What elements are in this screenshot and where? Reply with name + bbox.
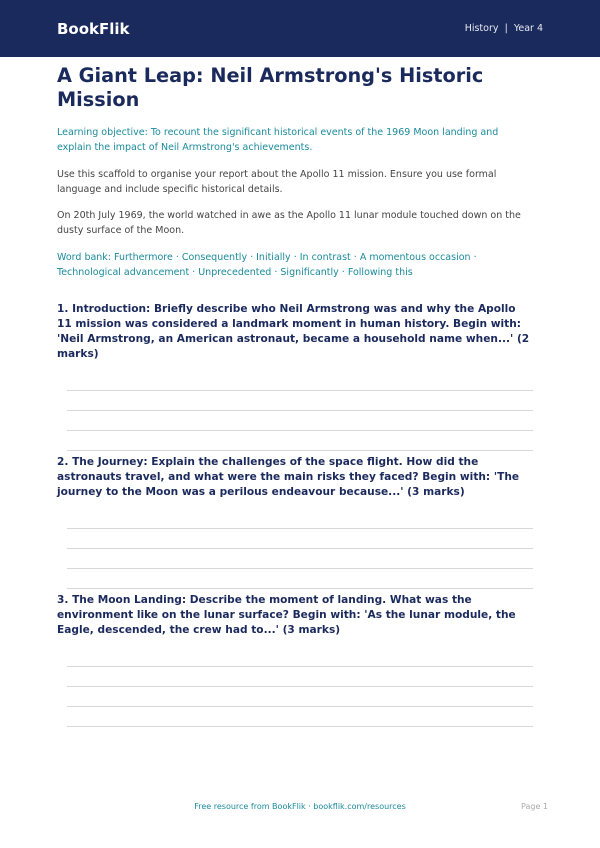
footer-resource-link[interactable]: Free resource from BookFlik · bookflik.com/resources xyxy=(194,802,406,811)
answer-line xyxy=(67,430,533,431)
question-3: 3. The Moon Landing: Describe the moment of landing. What was the environment like on the lunar surface? Begin with: 'As the lunar module, the Eagle, descended, the crew had to...' (3 marks) xyxy=(57,594,516,636)
answer-area-1[interactable] xyxy=(57,390,533,431)
question-2: 2. The Journey: Explain the challenges of the space flight. How did the astronauts travel, and what were the main risks they faced? Begin with: 'The journey to the Moon was a perilous endeavour because...' (3 marks) xyxy=(57,456,520,498)
intro-instructions: Use this scaffold to organise your report about the Apollo 11 mission. Ensure you use formal language and include specific historical details. xyxy=(57,169,497,195)
page-title: A Giant Leap: Neil Armstrong's Historic Mission xyxy=(57,64,484,111)
answer-line xyxy=(67,706,533,707)
meta-separator: | xyxy=(504,23,508,34)
learning-objective: Learning objective: To recount the significant historical events of the 1969 Moon landing and explain the impact of Neil Armstrong's achievements. xyxy=(57,127,499,153)
brand-logo: BookFlik xyxy=(57,19,130,38)
answer-line xyxy=(67,686,533,687)
page-number: Page 1 xyxy=(521,802,548,811)
answer-line xyxy=(67,568,533,569)
page-header xyxy=(0,0,600,57)
answer-area-2[interactable] xyxy=(57,528,533,569)
answer-line xyxy=(67,666,533,667)
answer-line xyxy=(67,528,533,529)
question-1: 1. Introduction: Briefly describe who Neil Armstrong was and why the Apollo 11 mission was considered a landmark moment in human history. Begin with: 'Neil Armstrong, an American astronaut, became a household name when...' (2 marks) xyxy=(57,303,530,360)
worksheet-body xyxy=(57,64,533,727)
intro-context: On 20th July 1969, the world watched in awe as the Apollo 11 lunar module touched down on the dusty surface of the Moon. xyxy=(57,210,521,236)
answer-line xyxy=(67,410,533,411)
year-label: Year 4 xyxy=(513,23,543,34)
subject-label: History xyxy=(464,23,499,34)
question-divider xyxy=(67,588,533,589)
question-divider xyxy=(67,450,533,451)
answer-area-3[interactable] xyxy=(57,666,533,727)
header-meta xyxy=(465,23,543,34)
answer-line xyxy=(67,726,533,727)
word-bank: Word bank: Furthermore · Consequently · Initially · In contrast · A momentous occasion · Technological advancement · Unprecedented · Significantly · Following this xyxy=(57,252,477,278)
answer-line xyxy=(67,390,533,391)
answer-line xyxy=(67,548,533,549)
